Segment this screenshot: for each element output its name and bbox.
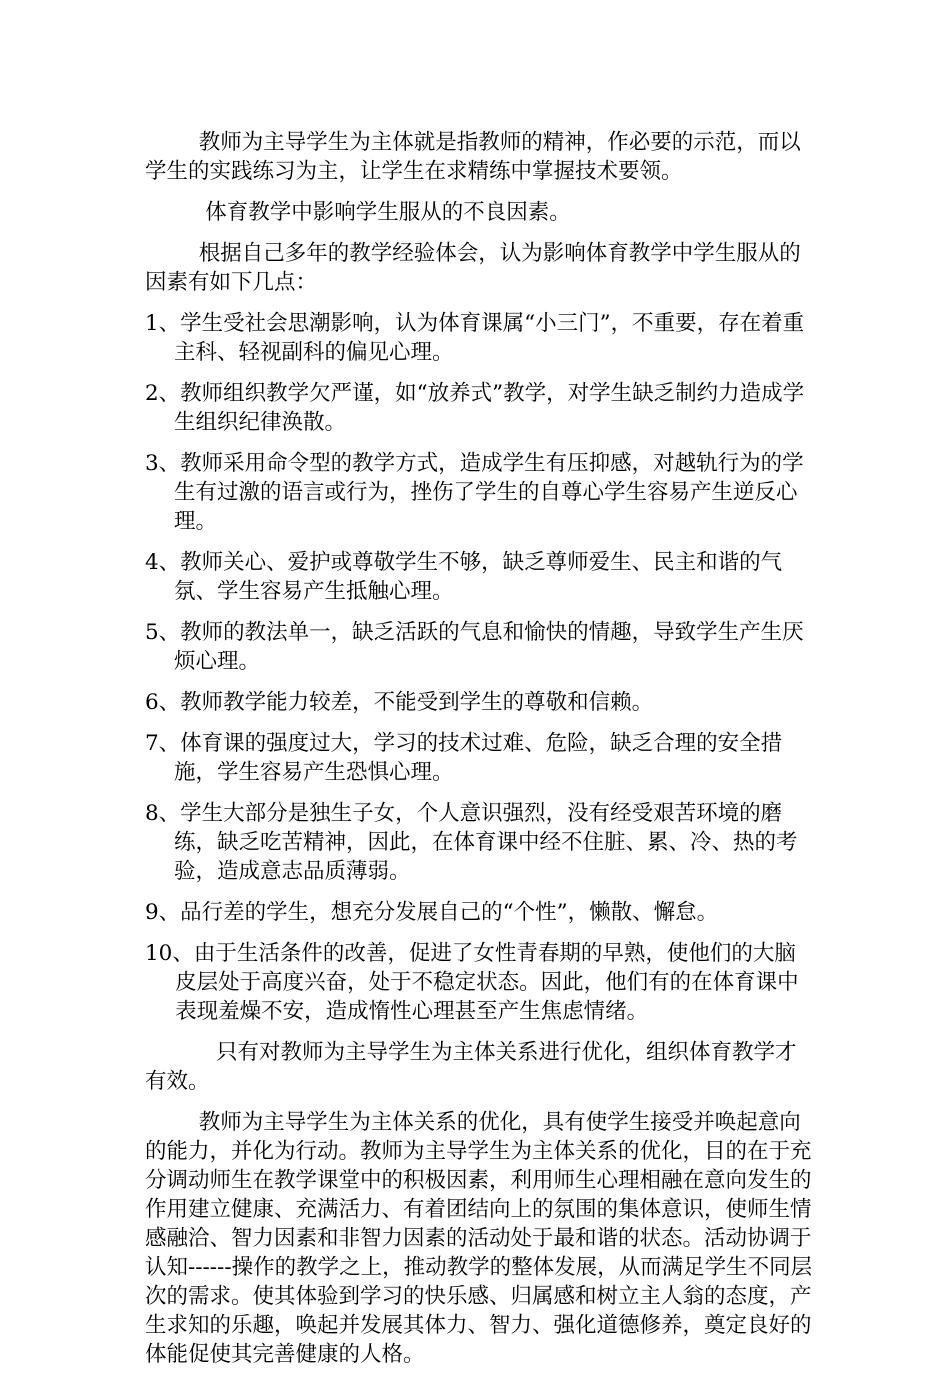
list-item: 7、体育课的强度过大，学习的技术过难、危险，缺乏合理的安全措施，学生容易产生恐惧心理。 [145, 731, 783, 785]
list-item: 1、学生受社会思潮影响，认为体育课属“小三门”，不重要，存在着重主科、轻视副科的偏见心理。 [145, 311, 805, 365]
list-item: 10、由于生活条件的改善，促进了女性青春期的早熟，使他们的大脑皮层处于高度兴奋，处于不稳定状态。因此，他们有的在体育课中表现羞燥不安，造成惰性心理甚至产生焦虑情绪。 [145, 941, 799, 1024]
conclusion-heading: 只有对教师为主导学生为主体关系进行优化，组织体育教学才有效。 [145, 1040, 797, 1094]
document-body [145, 128, 815, 1381]
list-item: 3、教师采用命令型的教学方式，造成学生有压抑感，对越轨行为的学生有过激的语言或行为，挫伤了学生的自尊心学生容易产生逆反心理。 [145, 451, 804, 534]
list-item: 9、品行差的学生，想充分发展自己的“个性”，懒散、懈怠。 [145, 900, 719, 925]
list-item: 8、学生大部分是独生子女，个人意识强烈，没有经受艰苦环境的磨练，缺乏吃苦精神，因此，在体育课中经不住脏、累、冷、热的考验，造成意志品质薄弱。 [145, 801, 798, 884]
list-item: 5、教师的教法单一，缺乏活跃的气息和愉快的情趣，导致学生产生厌烦心理。 [145, 620, 804, 674]
list-item: 4、教师关心、爱护或尊敬学生不够，缺乏尊师爱生、民主和谐的气氛、学生容易产生抵触心理。 [145, 550, 783, 604]
list-item: 6、教师教学能力较差，不能受到学生的尊敬和信赖。 [145, 690, 654, 715]
intro-paragraph: 教师为主导学生为主体就是指教师的精神，作必要的示范，而以学生的实践练习为主，让学生在求精练中掌握技术要领。 [145, 130, 801, 184]
list-item: 2、教师组织教学欠严谨，如“放养式”教学，对学生缺乏制约力造成学生组织纪律涣散。 [145, 381, 805, 435]
lead-paragraph: 根据自己多年的教学经验体会，认为影响体育教学中学生服从的因素有如下几点： [145, 241, 801, 295]
section-heading: 体育教学中影响学生服从的不良因素。 [205, 200, 571, 225]
conclusion-paragraph: 教师为主导学生为主体关系的优化，具有使学生接受并唤起意向的能力，并化为行动。教师为主导学生为主体关系的优化，目的在于充分调动师生在教学课堂中的积极因素，利用师生心理相融在意向发生的作用建立健康、充满活力、有着团结向上的氛围的集体意识，使师生情感融洽、智力因素和非智力因素的活动处于最和谐的状态。活动协调于认知------操作的教学之上，推动教学的整体发展，从而满足学生不同层次的需求。使其体验到学习的快乐感、归属感和树立主人翁的态度，产生求知的乐趣，唤起并发展其体力、智力、强化道德修养，奠定良好的体能促使其完善健康的人格。 [145, 1110, 813, 1367]
